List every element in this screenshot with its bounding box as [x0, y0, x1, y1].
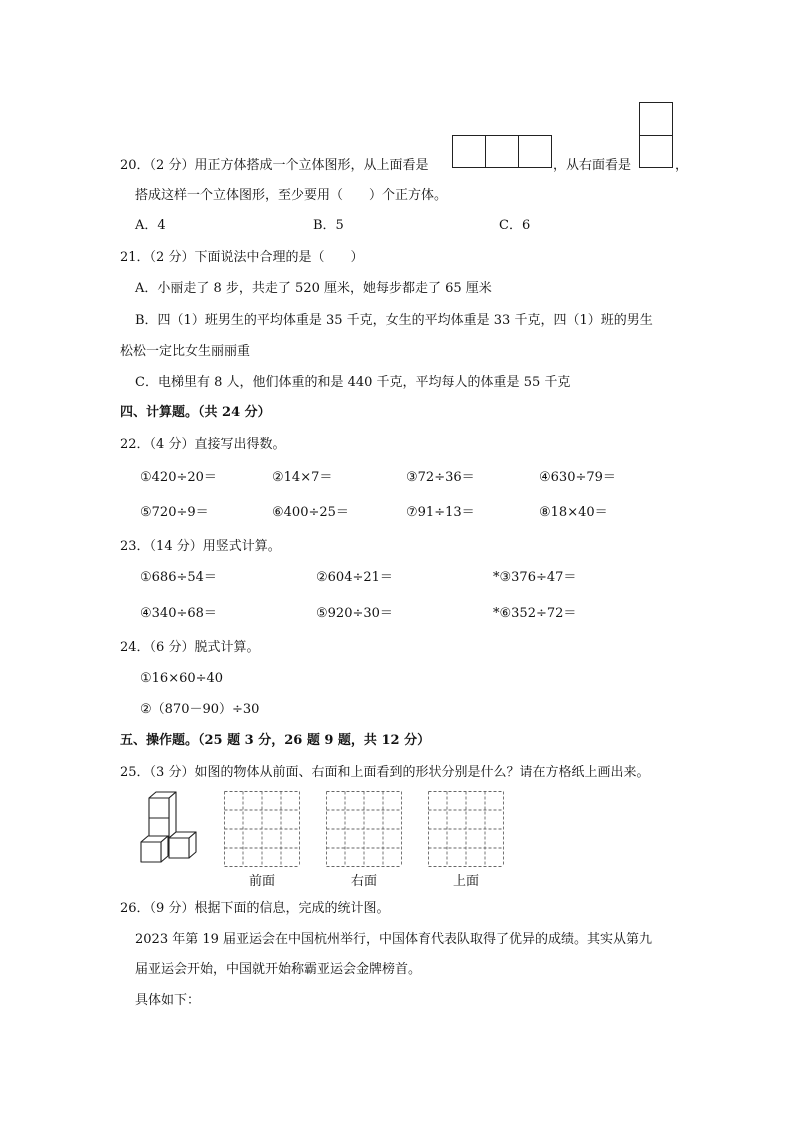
q20-line1-b: ，从右面看是 — [553, 158, 632, 173]
grid-label-top: 上面 — [452, 874, 479, 889]
q22-item: ⑤720÷9＝ — [140, 505, 209, 520]
q23-item: ④340÷68＝ — [140, 606, 217, 621]
q26-paragraph: 届亚运会开始，中国就开始称霸亚运会金牌榜首。 — [135, 962, 422, 977]
q20-option-c: C．6 — [499, 218, 531, 233]
q22-item: ①420÷20＝ — [140, 470, 217, 485]
q21-option-b-line1: B．四（1）班男生的平均体重是 35 千克，女生的平均体重是 33 千克，四（1）班的男生 — [135, 313, 653, 328]
q21-stem: 21．（2 分）下面说法中合理的是（ ） — [120, 250, 364, 265]
q26-paragraph: 2023 年第 19 届亚运会在中国杭州举行，中国体育代表队取得了优异的成绩。其实从第九 — [135, 932, 653, 947]
q22-item: ②14×7＝ — [272, 470, 333, 485]
q21-option-b-line2: 松松一定比女生丽丽重 — [120, 344, 251, 359]
q24-stem: 24．（6 分）脱式计算。 — [120, 640, 260, 655]
q20-line2: 搭成这样一个立体图形，至少要用（ ）个正方体。 — [135, 188, 448, 203]
q20-line1-a: 20．（2 分）用正方体搭成一个立体图形，从上面看是 — [120, 158, 429, 173]
answer-grid-top[interactable] — [428, 791, 504, 867]
q21-option-a: A．小丽走了 8 步，共走了 520 厘米，她每步都走了 65 厘米 — [135, 281, 492, 296]
q26-stem: 26．（9 分）根据下面的信息，完成的统计图。 — [120, 901, 390, 916]
q22-item: ④630÷79＝ — [539, 470, 616, 485]
section-4-heading: 四、计算题。（共 24 分） — [120, 405, 271, 420]
q22-stem: 22．（4 分）直接写出得数。 — [120, 437, 286, 452]
q20-line1-c: ， — [675, 158, 689, 173]
q20-option-b: B．5 — [313, 218, 344, 233]
q23-item: ②604÷21＝ — [316, 570, 393, 585]
grid-label-right: 右面 — [350, 874, 377, 889]
q24-item: ②（870－90）÷30 — [140, 702, 260, 717]
q25-stem: 25．（3 分）如图的物体从前面、右面和上面看到的形状分别是什么？请在方格纸上画出来。 — [120, 765, 650, 780]
q23-item: ①686÷54＝ — [140, 570, 217, 585]
section-5-heading: 五、操作题。（25 题 3 分，26 题 9 题，共 12 分） — [120, 733, 431, 748]
right-view-square — [639, 135, 673, 168]
q23-item: ⑤920÷30＝ — [316, 606, 393, 621]
q22-item: ⑥400÷25＝ — [272, 505, 349, 520]
cube-stack-figure — [136, 790, 198, 868]
answer-grid-front[interactable] — [224, 791, 300, 867]
q26-paragraph: 具体如下： — [135, 993, 201, 1008]
answer-grid-right[interactable] — [326, 791, 402, 867]
q23-item: *③376÷47＝ — [493, 570, 577, 585]
top-view-square — [518, 135, 552, 168]
q24-item: ①16×60÷40 — [140, 671, 224, 686]
top-view-square — [452, 135, 486, 168]
q22-item: ⑦91÷13＝ — [406, 505, 475, 520]
right-view-square — [639, 102, 673, 136]
q21-option-c: C．电梯里有 8 人，他们体重的和是 440 千克，平均每人的体重是 55 千克 — [135, 375, 571, 390]
q23-item: *⑥352÷72＝ — [493, 606, 577, 621]
q22-item: ⑧18×40＝ — [539, 505, 608, 520]
grid-label-front: 前面 — [248, 874, 275, 889]
q22-item: ③72÷36＝ — [406, 470, 475, 485]
q20-option-a: A．4 — [135, 218, 166, 233]
q23-stem: 23．（14 分）用竖式计算。 — [120, 539, 281, 554]
top-view-square — [485, 135, 519, 168]
